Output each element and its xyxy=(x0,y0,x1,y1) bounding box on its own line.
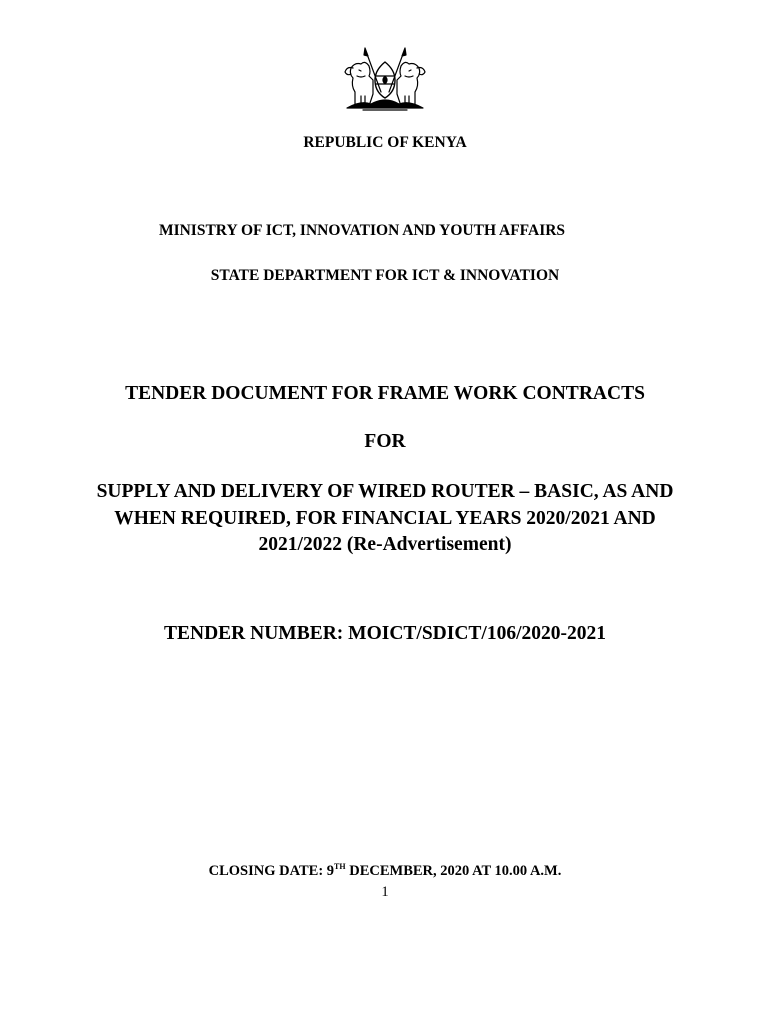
tender-title: TENDER DOCUMENT FOR FRAME WORK CONTRACTS xyxy=(125,383,645,404)
closing-date-prefix: CLOSING DATE: 9 xyxy=(208,863,335,879)
ministry-heading: MINISTRY OF ICT, INNOVATION AND YOUTH AFFAIRS xyxy=(158,222,566,239)
country-heading: REPUBLIC OF KENYA xyxy=(303,134,467,151)
for-label: FOR xyxy=(364,431,406,452)
closing-date-superscript: TH xyxy=(334,862,346,871)
coat-of-arms-icon xyxy=(341,46,429,112)
page-number: 1 xyxy=(381,884,389,900)
department-heading: STATE DEPARTMENT FOR ICT & INNOVATION xyxy=(210,267,560,284)
tender-subject-line: WHEN REQUIRED, FOR FINANCIAL YEARS 2020/2021 AND xyxy=(114,507,656,529)
closing-date-suffix: DECEMBER, 2020 AT 10.00 A.M. xyxy=(345,863,562,879)
tender-subject xyxy=(60,479,710,559)
tender-subject-line: SUPPLY AND DELIVERY OF WIRED ROUTER – BASIC, AS AND xyxy=(96,481,674,502)
tender-subject-line: 2021/2022 (Re-Advertisement) xyxy=(258,534,512,555)
closing-date xyxy=(0,863,770,880)
tender-number: TENDER NUMBER: MOICT/SDICT/106/2020-2021 xyxy=(163,623,607,644)
